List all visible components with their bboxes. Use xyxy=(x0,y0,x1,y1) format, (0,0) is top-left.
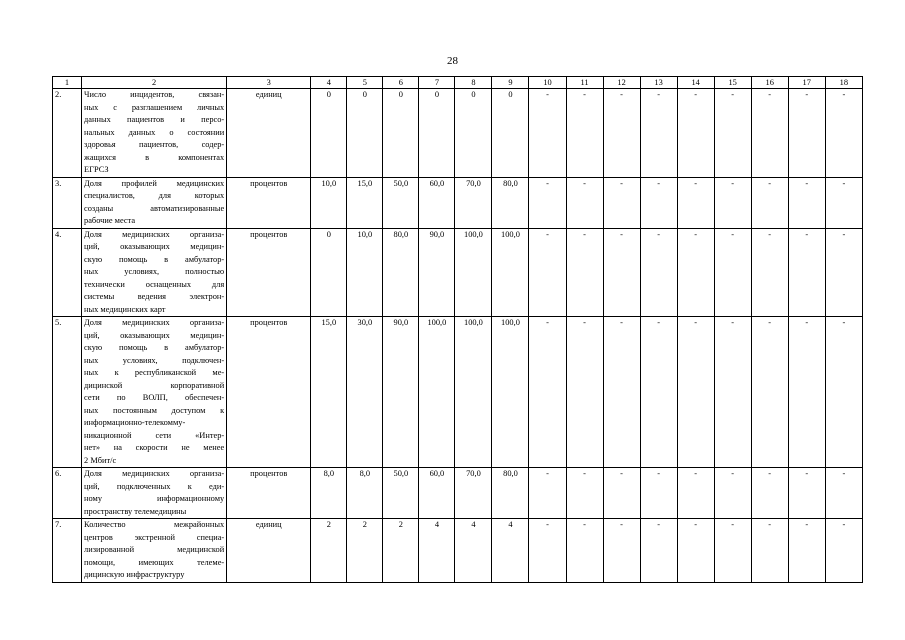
value-cell: 10,0 xyxy=(347,228,383,317)
value-cell: - xyxy=(825,177,862,228)
value-cell: - xyxy=(603,228,640,317)
unit-cell: единиц xyxy=(227,519,311,583)
indicator-name-line: центров экстренной специа- xyxy=(84,532,225,542)
value-cell: - xyxy=(825,228,862,317)
indicator-name-line: системы ведения электрон- xyxy=(84,292,225,301)
indicator-name-line: рабочие места xyxy=(84,216,136,225)
value-cell: - xyxy=(566,468,603,519)
indicator-name-line: информационно-телекомму- xyxy=(84,418,186,427)
value-cell: - xyxy=(603,468,640,519)
value-cell: - xyxy=(751,177,788,228)
value-cell: - xyxy=(788,228,825,317)
indicator-name-cell xyxy=(82,317,227,468)
value-cell: - xyxy=(566,177,603,228)
value-cell: - xyxy=(677,89,714,178)
column-number-cell: 7 xyxy=(419,77,455,89)
page-number: 28 xyxy=(447,55,458,67)
value-cell: - xyxy=(603,177,640,228)
indicator-name-line: Доля медицинских организа- xyxy=(84,469,225,478)
table-row xyxy=(53,228,863,317)
value-cell: 4 xyxy=(492,519,529,583)
value-cell: - xyxy=(677,317,714,468)
value-cell: 0 xyxy=(492,89,529,178)
indicator-name-line: ному информационному xyxy=(84,494,225,503)
value-cell: 70,0 xyxy=(455,177,492,228)
value-cell: - xyxy=(677,519,714,583)
value-cell: 60,0 xyxy=(419,177,455,228)
row-number-cell: 7. xyxy=(53,519,82,583)
value-cell: - xyxy=(751,228,788,317)
value-cell: 4 xyxy=(455,519,492,583)
value-cell: - xyxy=(529,317,566,468)
indicator-name-line: созданы автоматизированные xyxy=(84,203,225,213)
value-cell: - xyxy=(714,468,751,519)
table-row xyxy=(53,89,863,178)
value-cell: 80,0 xyxy=(383,228,419,317)
indicator-name-line: ций, оказывающих медицин- xyxy=(84,330,225,340)
indicator-name-cell xyxy=(82,519,227,583)
indicator-name-line: технически оснащенных для xyxy=(84,279,225,289)
value-cell: - xyxy=(788,468,825,519)
value-cell: 100,0 xyxy=(492,317,529,468)
value-cell: 80,0 xyxy=(492,177,529,228)
value-cell: - xyxy=(788,317,825,468)
indicator-name-line: дицинской корпоративной xyxy=(84,380,225,390)
row-number-cell: 5. xyxy=(53,317,82,468)
value-cell: - xyxy=(677,177,714,228)
value-cell: - xyxy=(751,468,788,519)
row-number-cell: 2. xyxy=(53,89,82,178)
indicator-name-line: Количество межрайонных xyxy=(84,520,225,529)
value-cell: 30,0 xyxy=(347,317,383,468)
value-cell: - xyxy=(677,468,714,519)
value-cell: 50,0 xyxy=(383,177,419,228)
value-cell: 60,0 xyxy=(419,468,455,519)
value-cell: - xyxy=(788,519,825,583)
value-cell: - xyxy=(529,177,566,228)
indicator-name-line: Доля профилей медицинских xyxy=(84,178,225,188)
value-cell: 2 xyxy=(311,519,347,583)
value-cell: - xyxy=(640,519,677,583)
row-number-cell: 6. xyxy=(53,468,82,519)
value-cell: 100,0 xyxy=(455,317,492,468)
indicator-name-line: ций, подключенных к еди- xyxy=(84,481,225,491)
value-cell: 0 xyxy=(311,228,347,317)
value-cell: 15,0 xyxy=(311,317,347,468)
indicator-name-cell xyxy=(82,468,227,519)
indicator-name-line: нальных данных о состоянии xyxy=(84,127,225,137)
value-cell: - xyxy=(714,228,751,317)
indicator-name-line: ных с разглашением личных xyxy=(84,102,225,112)
value-cell: - xyxy=(529,468,566,519)
value-cell: - xyxy=(603,89,640,178)
indicator-name-line: пространству телемедицины xyxy=(84,506,187,516)
value-cell: - xyxy=(640,317,677,468)
indicator-name-cell xyxy=(82,89,227,178)
column-number-cell: 11 xyxy=(566,77,603,89)
indicator-name-line: нет» на скорости не менее xyxy=(84,443,225,452)
value-cell: - xyxy=(677,228,714,317)
value-cell: - xyxy=(714,89,751,178)
indicator-name-line: Доля медицинских организа- xyxy=(84,229,225,239)
value-cell: - xyxy=(825,317,862,468)
value-cell: - xyxy=(566,89,603,178)
indicator-name-line: дицинскую инфраструктуру xyxy=(84,570,185,579)
value-cell: - xyxy=(603,317,640,468)
value-cell: - xyxy=(529,228,566,317)
value-cell: - xyxy=(603,519,640,583)
value-cell: 100,0 xyxy=(492,228,529,317)
column-number-cell: 10 xyxy=(529,77,566,89)
value-cell: 10,0 xyxy=(311,177,347,228)
value-cell: 70,0 xyxy=(455,468,492,519)
indicator-name-line: помощи, имеющих телеме- xyxy=(84,557,225,567)
row-number-cell: 4. xyxy=(53,228,82,317)
value-cell: 0 xyxy=(347,89,383,178)
column-number-cell: 2 xyxy=(82,77,227,89)
value-cell: - xyxy=(529,89,566,178)
table-row xyxy=(53,468,863,519)
value-cell: 4 xyxy=(419,519,455,583)
value-cell: - xyxy=(640,177,677,228)
value-cell: - xyxy=(751,519,788,583)
column-number-row xyxy=(53,77,863,89)
column-number-cell: 13 xyxy=(640,77,677,89)
indicator-name-line: никационной сети «Интер- xyxy=(84,430,225,440)
column-number-cell: 3 xyxy=(227,77,311,89)
indicator-name-line: ных медицинских карт xyxy=(84,304,166,314)
value-cell: 8,0 xyxy=(311,468,347,519)
indicator-name-line: ных к республиканской ме- xyxy=(84,368,225,377)
value-cell: - xyxy=(714,317,751,468)
unit-cell: процентов xyxy=(227,177,311,228)
indicator-name-line: специалистов, для которых xyxy=(84,191,225,200)
column-number-cell: 15 xyxy=(714,77,751,89)
column-number-cell: 16 xyxy=(751,77,788,89)
indicator-name-line: ных условиях, полностью xyxy=(84,267,225,276)
value-cell: - xyxy=(566,519,603,583)
table-row xyxy=(53,317,863,468)
value-cell: 0 xyxy=(419,89,455,178)
column-number-cell: 17 xyxy=(788,77,825,89)
indicator-name-line: скую помощь в амбулатор- xyxy=(84,343,225,352)
row-number-cell: 3. xyxy=(53,177,82,228)
value-cell: - xyxy=(825,89,862,178)
value-cell: 100,0 xyxy=(419,317,455,468)
indicator-name-line: скую помощь в амбулатор- xyxy=(84,254,225,264)
value-cell: 8,0 xyxy=(347,468,383,519)
value-cell: 50,0 xyxy=(383,468,419,519)
value-cell: 0 xyxy=(383,89,419,178)
indicator-name-line: ций, оказывающих медицин- xyxy=(84,242,225,251)
value-cell: 0 xyxy=(311,89,347,178)
unit-cell: единиц xyxy=(227,89,311,178)
value-cell: - xyxy=(788,89,825,178)
value-cell: 0 xyxy=(455,89,492,178)
indicator-name-cell xyxy=(82,177,227,228)
table-row xyxy=(53,177,863,228)
value-cell: 100,0 xyxy=(455,228,492,317)
value-cell: - xyxy=(714,519,751,583)
unit-cell: процентов xyxy=(227,228,311,317)
value-cell: - xyxy=(640,89,677,178)
column-number-cell: 5 xyxy=(347,77,383,89)
value-cell: 80,0 xyxy=(492,468,529,519)
table-row xyxy=(53,519,863,583)
indicator-name-line: ЕГРСЗ xyxy=(84,165,109,174)
value-cell: - xyxy=(751,317,788,468)
column-number-cell: 14 xyxy=(677,77,714,89)
indicator-name-line: Число инцидентов, связан- xyxy=(84,90,225,99)
column-number-cell: 12 xyxy=(603,77,640,89)
indicator-name-line: сети по ВОЛП, обеспечен- xyxy=(84,393,225,402)
value-cell: 2 xyxy=(347,519,383,583)
indicators-table xyxy=(52,76,863,583)
value-cell: - xyxy=(825,519,862,583)
indicator-name-line: ных постоянным доступом к xyxy=(84,405,225,415)
value-cell: - xyxy=(566,228,603,317)
value-cell: - xyxy=(751,89,788,178)
column-number-cell: 1 xyxy=(53,77,82,89)
unit-cell: процентов xyxy=(227,468,311,519)
column-number-cell: 8 xyxy=(455,77,492,89)
indicator-name-line: здоровья пациентов, содер- xyxy=(84,140,225,149)
value-cell: 2 xyxy=(383,519,419,583)
value-cell: 90,0 xyxy=(383,317,419,468)
value-cell: - xyxy=(788,177,825,228)
indicator-name-line: лизированной медицинской xyxy=(84,545,225,554)
value-cell: - xyxy=(825,468,862,519)
indicator-name-line: 2 Мбит/с xyxy=(84,455,117,465)
value-cell: - xyxy=(566,317,603,468)
column-number-cell: 4 xyxy=(311,77,347,89)
value-cell: - xyxy=(714,177,751,228)
column-number-cell: 18 xyxy=(825,77,862,89)
value-cell: - xyxy=(640,228,677,317)
indicator-name-cell xyxy=(82,228,227,317)
column-number-cell: 6 xyxy=(383,77,419,89)
indicator-name-line: Доля медицинских организа- xyxy=(84,318,225,327)
value-cell: 15,0 xyxy=(347,177,383,228)
indicator-name-line: ных условиях, подключен- xyxy=(84,355,225,365)
value-cell: - xyxy=(640,468,677,519)
unit-cell: процентов xyxy=(227,317,311,468)
indicator-name-line: жащихся в компонентах xyxy=(84,152,225,162)
value-cell: 90,0 xyxy=(419,228,455,317)
value-cell: - xyxy=(529,519,566,583)
column-number-cell: 9 xyxy=(492,77,529,89)
indicator-name-line: данных пациентов и персо- xyxy=(84,115,225,124)
